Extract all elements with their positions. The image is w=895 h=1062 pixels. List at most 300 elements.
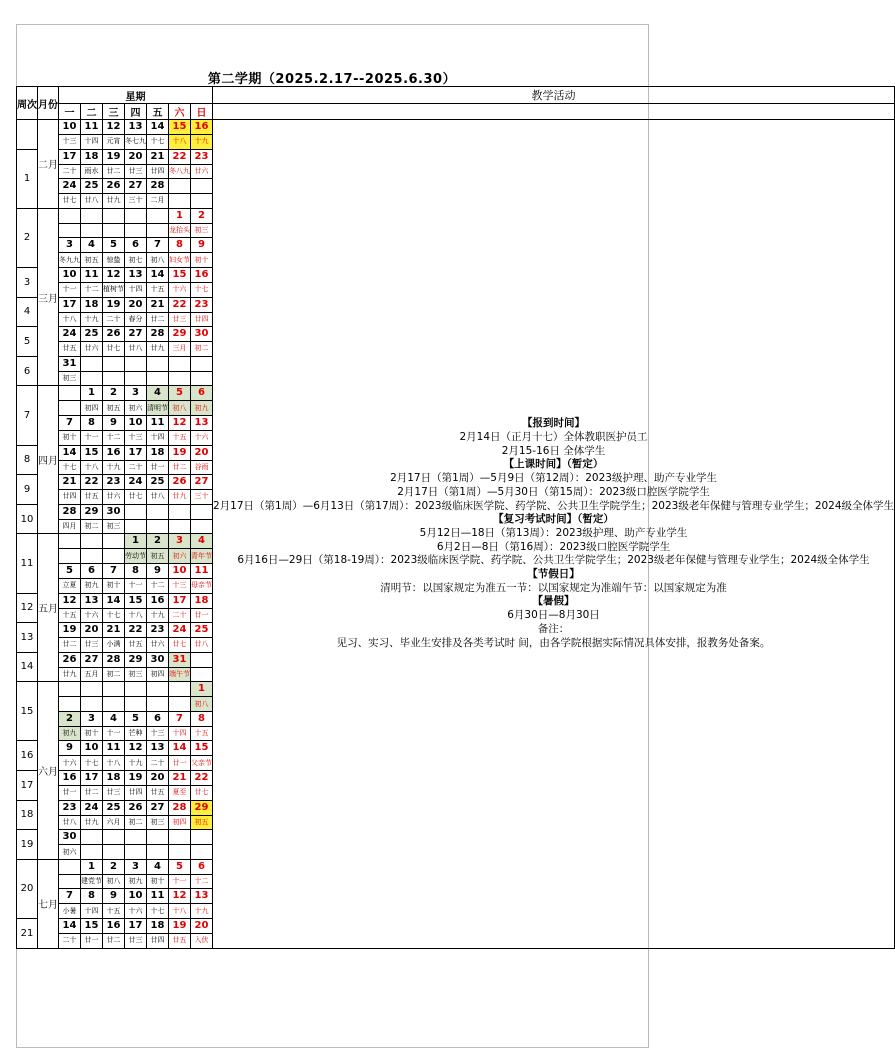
date-cell xyxy=(59,208,81,223)
header-row-1 xyxy=(17,87,895,104)
lunar-cell: 廿六 xyxy=(147,638,169,653)
lunar-cell: 廿八 xyxy=(81,194,103,209)
date-cell: 3 xyxy=(59,238,81,253)
date-cell: 23 xyxy=(191,149,213,164)
date-cell: 13 xyxy=(191,415,213,430)
date-cell: 3 xyxy=(125,386,147,401)
lunar-cell: 初十 xyxy=(147,874,169,889)
lunar-cell: 十七 xyxy=(59,460,81,475)
lunar-cell: 初二 xyxy=(103,667,125,682)
date-cell: 30 xyxy=(59,830,81,845)
lunar-cell xyxy=(191,194,213,209)
date-cell: 25 xyxy=(81,327,103,342)
date-cell: 18 xyxy=(147,919,169,934)
activity-line: 2月17日（第1周）—5月9日（第12周）：2023级护理、助产专业学生 xyxy=(390,472,717,485)
date-cell xyxy=(103,682,125,697)
date-cell xyxy=(191,830,213,845)
date-cell: 1 xyxy=(81,386,103,401)
date-row xyxy=(17,120,895,135)
week-number-cell: 14 xyxy=(17,652,38,682)
lunar-cell: 十一 xyxy=(103,726,125,741)
lunar-cell: 初九 xyxy=(191,401,213,416)
date-cell: 29 xyxy=(169,327,191,342)
lunar-cell xyxy=(81,549,103,564)
lunar-cell: 廿五 xyxy=(125,638,147,653)
lunar-cell: 廿九 xyxy=(59,667,81,682)
lunar-cell: 初八 xyxy=(103,874,125,889)
date-cell: 25 xyxy=(147,475,169,490)
date-cell: 30 xyxy=(147,652,169,667)
week-number-cell: 19 xyxy=(17,830,38,860)
date-cell: 11 xyxy=(147,415,169,430)
lunar-cell: 十四 xyxy=(81,904,103,919)
lunar-cell xyxy=(147,697,169,712)
lunar-cell xyxy=(169,845,191,860)
date-cell: 21 xyxy=(169,771,191,786)
lunar-cell: 初九 xyxy=(59,726,81,741)
lunar-cell: 廿五 xyxy=(81,490,103,505)
date-cell: 12 xyxy=(169,889,191,904)
date-cell xyxy=(125,504,147,519)
date-cell: 25 xyxy=(191,623,213,638)
date-cell: 27 xyxy=(191,475,213,490)
date-cell: 26 xyxy=(169,475,191,490)
lunar-cell: 二十 xyxy=(147,756,169,771)
date-cell: 12 xyxy=(103,267,125,282)
date-cell: 27 xyxy=(125,327,147,342)
date-cell: 15 xyxy=(125,593,147,608)
activity-heading: 【复习考试时间】（暂定） xyxy=(493,513,614,526)
date-cell: 18 xyxy=(147,445,169,460)
lunar-cell: 十六 xyxy=(191,430,213,445)
date-cell: 3 xyxy=(169,534,191,549)
date-cell: 22 xyxy=(169,149,191,164)
date-cell: 29 xyxy=(191,800,213,815)
week-number-cell: 6 xyxy=(17,356,38,386)
lunar-cell: 十九 xyxy=(81,312,103,327)
date-cell xyxy=(81,534,103,549)
week-number-cell: 16 xyxy=(17,741,38,771)
date-cell: 19 xyxy=(103,149,125,164)
date-cell: 1 xyxy=(169,208,191,223)
date-cell xyxy=(59,534,81,549)
date-cell: 27 xyxy=(125,179,147,194)
date-cell: 8 xyxy=(125,563,147,578)
lunar-cell: 廿八 xyxy=(191,638,213,653)
lunar-cell xyxy=(103,697,125,712)
lunar-cell: 廿五 xyxy=(147,786,169,801)
lunar-cell: 十八 xyxy=(125,608,147,623)
date-cell: 15 xyxy=(81,445,103,460)
lunar-cell: 十一 xyxy=(81,430,103,445)
lunar-cell xyxy=(103,549,125,564)
lunar-cell: 十九 xyxy=(125,756,147,771)
weekday-header: 日 xyxy=(191,104,213,120)
date-cell: 17 xyxy=(125,919,147,934)
date-cell: 10 xyxy=(125,889,147,904)
lunar-cell xyxy=(103,371,125,386)
lunar-cell: 廿八 xyxy=(147,490,169,505)
lunar-cell: 廿五 xyxy=(59,342,81,357)
month-cell: 三月 xyxy=(38,208,59,386)
date-cell: 9 xyxy=(103,415,125,430)
date-cell xyxy=(103,208,125,223)
date-cell xyxy=(169,179,191,194)
date-cell: 17 xyxy=(59,149,81,164)
date-cell: 26 xyxy=(103,179,125,194)
weekday-header: 二 xyxy=(81,104,103,120)
date-cell: 17 xyxy=(125,445,147,460)
lunar-cell: 十七 xyxy=(81,756,103,771)
date-cell xyxy=(125,830,147,845)
date-cell: 13 xyxy=(147,741,169,756)
lunar-cell: 四月 xyxy=(59,519,81,534)
lunar-cell xyxy=(59,697,81,712)
lunar-cell xyxy=(147,519,169,534)
weekday-header: 六 xyxy=(169,104,191,120)
lunar-cell xyxy=(59,401,81,416)
date-cell: 7 xyxy=(103,563,125,578)
date-cell: 10 xyxy=(59,267,81,282)
lunar-cell: 廿四 xyxy=(191,312,213,327)
date-cell xyxy=(59,682,81,697)
week-number-cell: 4 xyxy=(17,297,38,327)
header-row-2 xyxy=(17,104,895,120)
date-cell: 4 xyxy=(147,386,169,401)
date-cell xyxy=(59,859,81,874)
date-cell: 3 xyxy=(125,859,147,874)
date-cell xyxy=(169,356,191,371)
date-cell: 20 xyxy=(125,149,147,164)
lunar-cell: 初八 xyxy=(191,697,213,712)
lunar-cell: 谷雨 xyxy=(191,460,213,475)
lunar-cell xyxy=(125,519,147,534)
lunar-cell: 十五 xyxy=(147,282,169,297)
date-cell: 12 xyxy=(169,415,191,430)
date-cell xyxy=(147,504,169,519)
lunar-cell: 初五 xyxy=(147,549,169,564)
weekday-header: 三 xyxy=(103,104,125,120)
lunar-cell: 雨水 xyxy=(81,164,103,179)
date-cell xyxy=(147,356,169,371)
lunar-cell: 初三 xyxy=(103,519,125,534)
lunar-cell: 廿三 xyxy=(125,934,147,949)
week-number-cell: 21 xyxy=(17,919,38,949)
date-cell: 14 xyxy=(147,267,169,282)
date-cell: 10 xyxy=(169,563,191,578)
date-cell: 18 xyxy=(81,297,103,312)
lunar-cell: 十九 xyxy=(103,460,125,475)
lunar-cell: 三月 xyxy=(169,342,191,357)
lunar-cell: 初九 xyxy=(125,874,147,889)
lunar-cell: 十九 xyxy=(147,608,169,623)
date-cell: 20 xyxy=(191,919,213,934)
date-cell: 23 xyxy=(59,800,81,815)
lunar-cell: 廿八 xyxy=(125,342,147,357)
lunar-cell xyxy=(59,549,81,564)
lunar-cell xyxy=(125,223,147,238)
date-cell xyxy=(191,356,213,371)
lunar-cell: 元宵 xyxy=(103,135,125,150)
date-cell: 16 xyxy=(103,445,125,460)
date-cell: 14 xyxy=(59,919,81,934)
date-cell: 13 xyxy=(125,267,147,282)
lunar-cell: 廿二 xyxy=(103,164,125,179)
lunar-cell: 惊蛰 xyxy=(103,253,125,268)
lunar-cell: 冬八九 xyxy=(169,164,191,179)
lunar-cell: 初四 xyxy=(81,401,103,416)
date-cell: 22 xyxy=(125,623,147,638)
week-number-cell: 1 xyxy=(17,149,38,208)
date-cell xyxy=(125,356,147,371)
activity-line: 见习、实习、毕业生安排及各类考试时 间，由各学院根据实际情况具体安排，报教务处备案。 xyxy=(336,636,771,649)
date-cell xyxy=(169,682,191,697)
date-cell: 16 xyxy=(191,267,213,282)
lunar-cell: 初二 xyxy=(125,815,147,830)
date-cell: 24 xyxy=(81,800,103,815)
date-cell: 30 xyxy=(103,504,125,519)
lunar-cell: 十九 xyxy=(191,135,213,150)
month-header: 月份 xyxy=(38,87,59,120)
date-cell: 6 xyxy=(191,859,213,874)
week-number-cell: 8 xyxy=(17,445,38,475)
month-cell: 四月 xyxy=(38,386,59,534)
date-cell: 24 xyxy=(59,327,81,342)
date-cell: 8 xyxy=(81,889,103,904)
date-cell: 15 xyxy=(81,919,103,934)
lunar-cell: 廿七 xyxy=(125,490,147,505)
date-cell: 25 xyxy=(81,179,103,194)
month-cell: 七月 xyxy=(38,859,59,948)
date-cell: 29 xyxy=(81,504,103,519)
lunar-cell: 初四 xyxy=(147,667,169,682)
date-cell xyxy=(125,208,147,223)
week-number-cell: 18 xyxy=(17,800,38,830)
week-number-cell: 10 xyxy=(17,504,38,534)
date-cell: 1 xyxy=(125,534,147,549)
activity-line: 2月15-16日 全体学生 xyxy=(501,444,606,457)
date-cell: 20 xyxy=(147,771,169,786)
date-cell: 26 xyxy=(59,652,81,667)
lunar-cell: 十四 xyxy=(147,430,169,445)
lunar-cell: 二十 xyxy=(59,934,81,949)
lunar-cell: 十八 xyxy=(59,312,81,327)
lunar-cell: 十三 xyxy=(125,430,147,445)
date-cell xyxy=(81,830,103,845)
week-number-cell: 15 xyxy=(17,682,38,741)
lunar-cell: 廿二 xyxy=(147,312,169,327)
week-number-cell: 2 xyxy=(17,208,38,267)
activity-line: 2月14日（正月十七）全体教职医护员工 xyxy=(459,431,648,444)
date-cell: 5 xyxy=(125,711,147,726)
date-cell: 8 xyxy=(191,711,213,726)
lunar-cell: 十八 xyxy=(169,135,191,150)
date-cell: 28 xyxy=(169,800,191,815)
week-number-cell: 12 xyxy=(17,593,38,623)
date-cell: 31 xyxy=(59,356,81,371)
lunar-cell: 初二 xyxy=(191,342,213,357)
date-cell: 20 xyxy=(125,297,147,312)
lunar-cell: 初十 xyxy=(103,578,125,593)
date-cell: 21 xyxy=(59,475,81,490)
weekday-header: 五 xyxy=(147,104,169,120)
date-cell: 9 xyxy=(59,741,81,756)
lunar-cell: 龙抬头 xyxy=(169,223,191,238)
lunar-cell: 十四 xyxy=(81,135,103,150)
date-cell xyxy=(59,386,81,401)
date-cell: 28 xyxy=(147,179,169,194)
teaching-activities xyxy=(213,120,895,949)
date-cell: 11 xyxy=(191,563,213,578)
lunar-cell: 廿四 xyxy=(59,490,81,505)
week-number-cell: 13 xyxy=(17,623,38,653)
lunar-cell: 十三 xyxy=(59,135,81,150)
date-cell: 9 xyxy=(147,563,169,578)
date-cell xyxy=(103,356,125,371)
lunar-cell xyxy=(191,371,213,386)
date-cell: 15 xyxy=(169,267,191,282)
lunar-cell: 廿六 xyxy=(103,490,125,505)
date-cell xyxy=(169,504,191,519)
lunar-cell: 芒种 xyxy=(125,726,147,741)
date-cell: 14 xyxy=(169,741,191,756)
date-cell xyxy=(125,682,147,697)
lunar-cell: 廿七 xyxy=(59,194,81,209)
date-cell: 6 xyxy=(81,563,103,578)
activity-heading: 【上课时间】（暂定） xyxy=(503,458,604,471)
lunar-cell: 廿九 xyxy=(169,490,191,505)
date-cell: 14 xyxy=(147,120,169,135)
date-cell: 10 xyxy=(125,415,147,430)
lunar-cell: 廿一 xyxy=(169,756,191,771)
date-cell: 12 xyxy=(103,120,125,135)
activity-heading: 【暑假】 xyxy=(532,595,575,608)
date-cell: 21 xyxy=(147,297,169,312)
lunar-cell: 廿八 xyxy=(59,815,81,830)
week-number-cell: 11 xyxy=(17,534,38,593)
lunar-cell xyxy=(125,371,147,386)
date-cell: 9 xyxy=(191,238,213,253)
lunar-cell: 廿四 xyxy=(147,934,169,949)
lunar-cell xyxy=(81,371,103,386)
lunar-cell: 初六 xyxy=(125,401,147,416)
date-cell: 24 xyxy=(59,179,81,194)
lunar-cell: 十四 xyxy=(169,726,191,741)
date-cell: 16 xyxy=(103,919,125,934)
lunar-cell xyxy=(147,371,169,386)
lunar-cell: 十六 xyxy=(169,282,191,297)
lunar-cell: 二十 xyxy=(103,312,125,327)
date-cell xyxy=(147,208,169,223)
lunar-cell: 十七 xyxy=(191,282,213,297)
date-cell: 16 xyxy=(147,593,169,608)
week-number-cell: 17 xyxy=(17,771,38,801)
date-cell: 27 xyxy=(147,800,169,815)
lunar-cell: 三十 xyxy=(191,490,213,505)
lunar-cell: 入伏 xyxy=(191,934,213,949)
lunar-cell: 春分 xyxy=(125,312,147,327)
date-cell: 7 xyxy=(169,711,191,726)
lunar-cell: 廿一 xyxy=(81,934,103,949)
date-cell: 1 xyxy=(191,682,213,697)
lunar-cell xyxy=(169,194,191,209)
lunar-cell xyxy=(59,223,81,238)
weekday-header: 一 xyxy=(59,104,81,120)
date-cell: 20 xyxy=(191,445,213,460)
lunar-cell: 十五 xyxy=(103,904,125,919)
date-cell: 17 xyxy=(169,593,191,608)
lunar-cell: 十七 xyxy=(147,135,169,150)
date-cell: 19 xyxy=(103,297,125,312)
lunar-cell: 廿六 xyxy=(191,164,213,179)
date-cell: 21 xyxy=(103,623,125,638)
date-cell: 28 xyxy=(59,504,81,519)
activity-spacer xyxy=(213,104,895,120)
date-cell: 8 xyxy=(81,415,103,430)
lunar-cell xyxy=(81,697,103,712)
lunar-cell: 初五 xyxy=(191,815,213,830)
date-cell: 2 xyxy=(103,386,125,401)
date-cell: 21 xyxy=(147,149,169,164)
lunar-cell: 十二 xyxy=(147,578,169,593)
lunar-cell: 十二 xyxy=(81,282,103,297)
lunar-cell: 初八 xyxy=(169,401,191,416)
lunar-cell: 十七 xyxy=(147,904,169,919)
lunar-cell: 五月 xyxy=(81,667,103,682)
lunar-cell xyxy=(147,845,169,860)
lunar-cell: 十七 xyxy=(103,608,125,623)
lunar-cell: 妇女节 xyxy=(169,253,191,268)
lunar-cell: 廿二 xyxy=(59,638,81,653)
lunar-cell: 十一 xyxy=(59,282,81,297)
lunar-cell: 初三 xyxy=(125,667,147,682)
date-cell: 20 xyxy=(81,623,103,638)
lunar-cell: 建党节 xyxy=(81,874,103,889)
lunar-cell xyxy=(81,223,103,238)
date-cell: 18 xyxy=(191,593,213,608)
lunar-cell xyxy=(191,667,213,682)
week-number-cell: 9 xyxy=(17,475,38,505)
activity-line: 6月16日—29日（第18-19周）：2023级临床医学院、药学院、公共卫生学院学生；2023级老年保健与管理专业学生；2024级全体学生 xyxy=(237,554,870,567)
date-cell: 18 xyxy=(103,771,125,786)
lunar-cell: 廿二 xyxy=(103,934,125,949)
date-cell: 7 xyxy=(59,415,81,430)
lunar-cell: 十一 xyxy=(169,874,191,889)
date-cell: 11 xyxy=(81,267,103,282)
lunar-cell: 二月 xyxy=(147,194,169,209)
activity-line: 2月17日（第1周）—5月30日（第15周）：2023级口腔医学院学生 xyxy=(397,485,710,498)
month-cell: 六月 xyxy=(38,682,59,860)
lunar-cell: 青年节 xyxy=(191,549,213,564)
lunar-cell: 廿二 xyxy=(81,786,103,801)
date-cell: 22 xyxy=(191,771,213,786)
date-cell: 1 xyxy=(81,859,103,874)
lunar-cell: 劳动节 xyxy=(125,549,147,564)
date-cell: 8 xyxy=(169,238,191,253)
date-cell: 14 xyxy=(59,445,81,460)
lunar-cell: 初九 xyxy=(81,578,103,593)
lunar-cell: 初二 xyxy=(81,519,103,534)
lunar-cell: 六月 xyxy=(103,815,125,830)
lunar-cell: 母亲节 xyxy=(191,578,213,593)
lunar-cell: 小满 xyxy=(103,638,125,653)
date-cell: 2 xyxy=(103,859,125,874)
lunar-cell: 十三 xyxy=(169,578,191,593)
date-cell: 14 xyxy=(103,593,125,608)
lunar-cell: 十三 xyxy=(147,726,169,741)
date-cell: 13 xyxy=(191,889,213,904)
lunar-cell xyxy=(169,371,191,386)
